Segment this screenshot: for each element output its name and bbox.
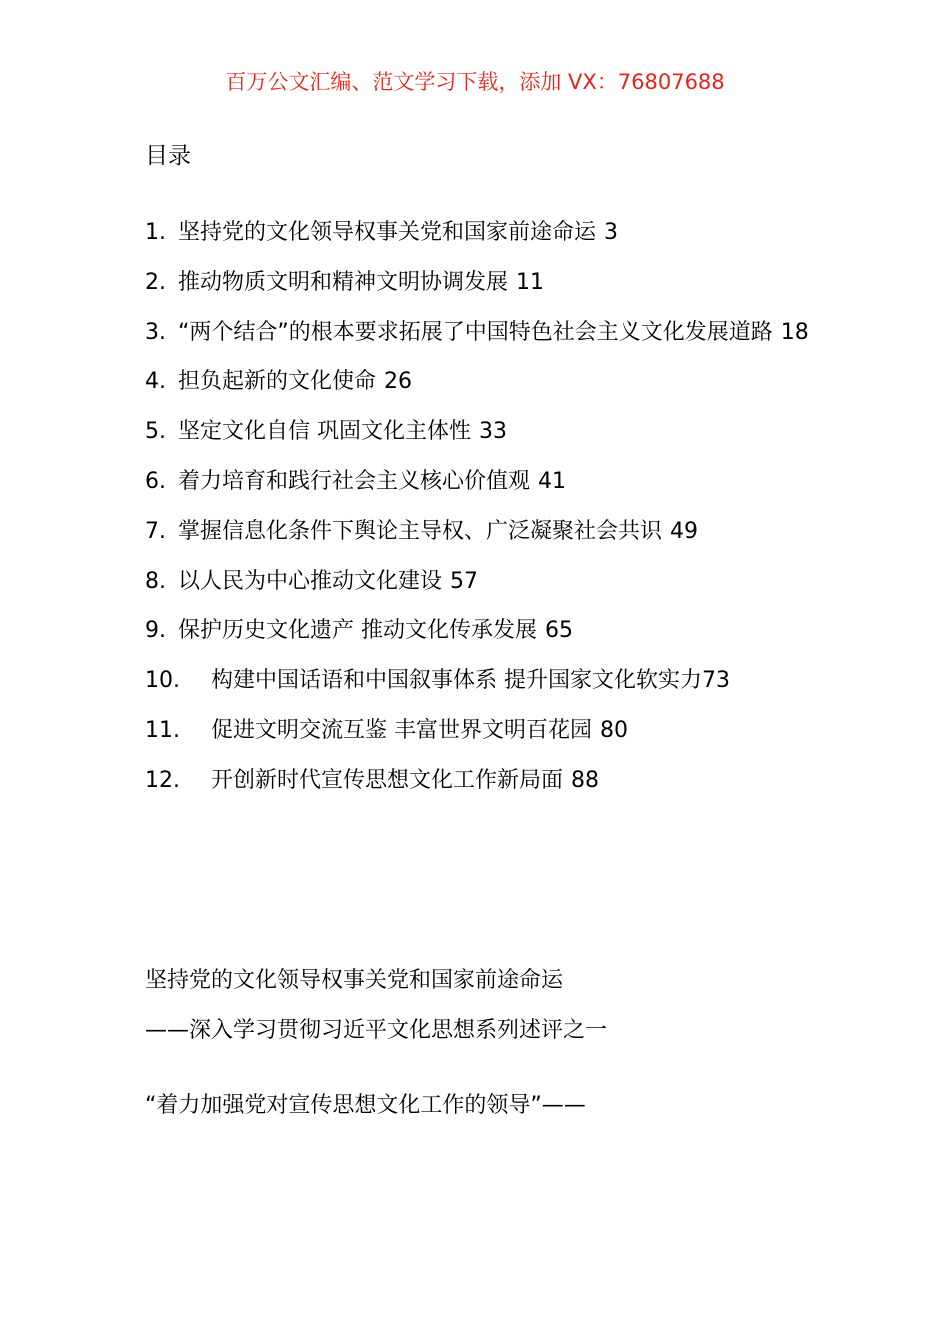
- toc-item-page: 57: [450, 568, 479, 594]
- toc-item-page: 11: [516, 269, 545, 295]
- toc-item-number: 8.: [145, 568, 166, 594]
- toc-item: [145, 457, 825, 507]
- toc-item-title: 掌握信息化条件下舆论主导权、广泛凝聚社会共识: [178, 518, 663, 544]
- toc-item-title: 保护历史文化遗产 推动文化传承发展: [178, 618, 537, 644]
- toc-item-number: 6.: [145, 468, 166, 494]
- toc-item: [145, 656, 825, 706]
- toc-item-title: “两个结合”的根本要求拓展了中国特色社会主义文化发展道路: [178, 319, 773, 345]
- toc-item-page: 73: [702, 668, 730, 694]
- article-section: [145, 956, 825, 1131]
- toc-item-number: 4.: [145, 369, 166, 395]
- toc-item-number: 3.: [145, 319, 166, 345]
- toc-item-page: 88: [571, 767, 600, 793]
- article-headline: 坚持党的文化领导权事关党和国家前途命运: [145, 968, 564, 993]
- toc-item: [145, 357, 825, 407]
- toc-list: [145, 208, 825, 806]
- toc-item-title: 以人民为中心推动文化建设: [178, 568, 443, 594]
- toc-item-title: 推动物质文明和精神文明协调发展: [178, 269, 509, 295]
- toc-item: [145, 606, 825, 656]
- toc-item-page: 65: [545, 618, 573, 644]
- toc-item: [145, 706, 825, 756]
- toc-item-title: 促进文明交流互鉴 丰富世界文明百花园: [211, 717, 592, 743]
- toc-item: [145, 258, 825, 308]
- toc-item-page: 3: [604, 220, 619, 245]
- toc-item-page: 49: [670, 518, 699, 544]
- toc-item-number: 10.: [145, 668, 180, 694]
- toc-item-title: 坚定文化自信 巩固文化主体性: [178, 419, 471, 445]
- toc-item: [145, 557, 825, 607]
- toc-item: [145, 507, 825, 557]
- toc-item: [145, 407, 825, 457]
- toc-item-number: 12.: [145, 767, 180, 793]
- toc-item-title: 坚持党的文化领导权事关党和国家前途命运: [178, 220, 597, 245]
- toc-item: [145, 756, 825, 806]
- toc-title: 目录: [145, 143, 191, 169]
- toc-item-page: 33: [479, 419, 507, 445]
- article-subtitle: ——深入学习贯彻习近平文化思想系列述评之一: [145, 1018, 608, 1043]
- toc-item-page: 18: [780, 319, 809, 345]
- toc-item-number: 5.: [145, 419, 166, 445]
- toc-item-number: 11.: [145, 717, 180, 743]
- article-lead: “着力加强党对宣传思想文化工作的领导”——: [145, 1093, 586, 1118]
- toc-item: [145, 308, 825, 358]
- header-watermark-note: 百万公文汇编、范文学习下载，添加 VX：76807688: [225, 70, 725, 94]
- toc-item-page: 41: [538, 468, 567, 494]
- toc-item-title: 担负起新的文化使命: [178, 369, 377, 395]
- toc-item-title: 开创新时代宣传思想文化工作新局面: [211, 767, 564, 793]
- toc-item-page: 26: [384, 369, 413, 395]
- toc-item-title: 构建中国话语和中国叙事体系 提升国家文化软实力: [211, 668, 702, 694]
- toc-item-title: 着力培育和践行社会主义核心价值观: [178, 468, 531, 494]
- toc-item: [145, 208, 825, 258]
- toc-item-number: 2.: [145, 269, 166, 295]
- toc-item-page: 80: [600, 717, 628, 743]
- toc-item-number: 7.: [145, 518, 166, 544]
- toc-item-number: 9.: [145, 618, 166, 644]
- toc-item-number: 1.: [145, 220, 166, 245]
